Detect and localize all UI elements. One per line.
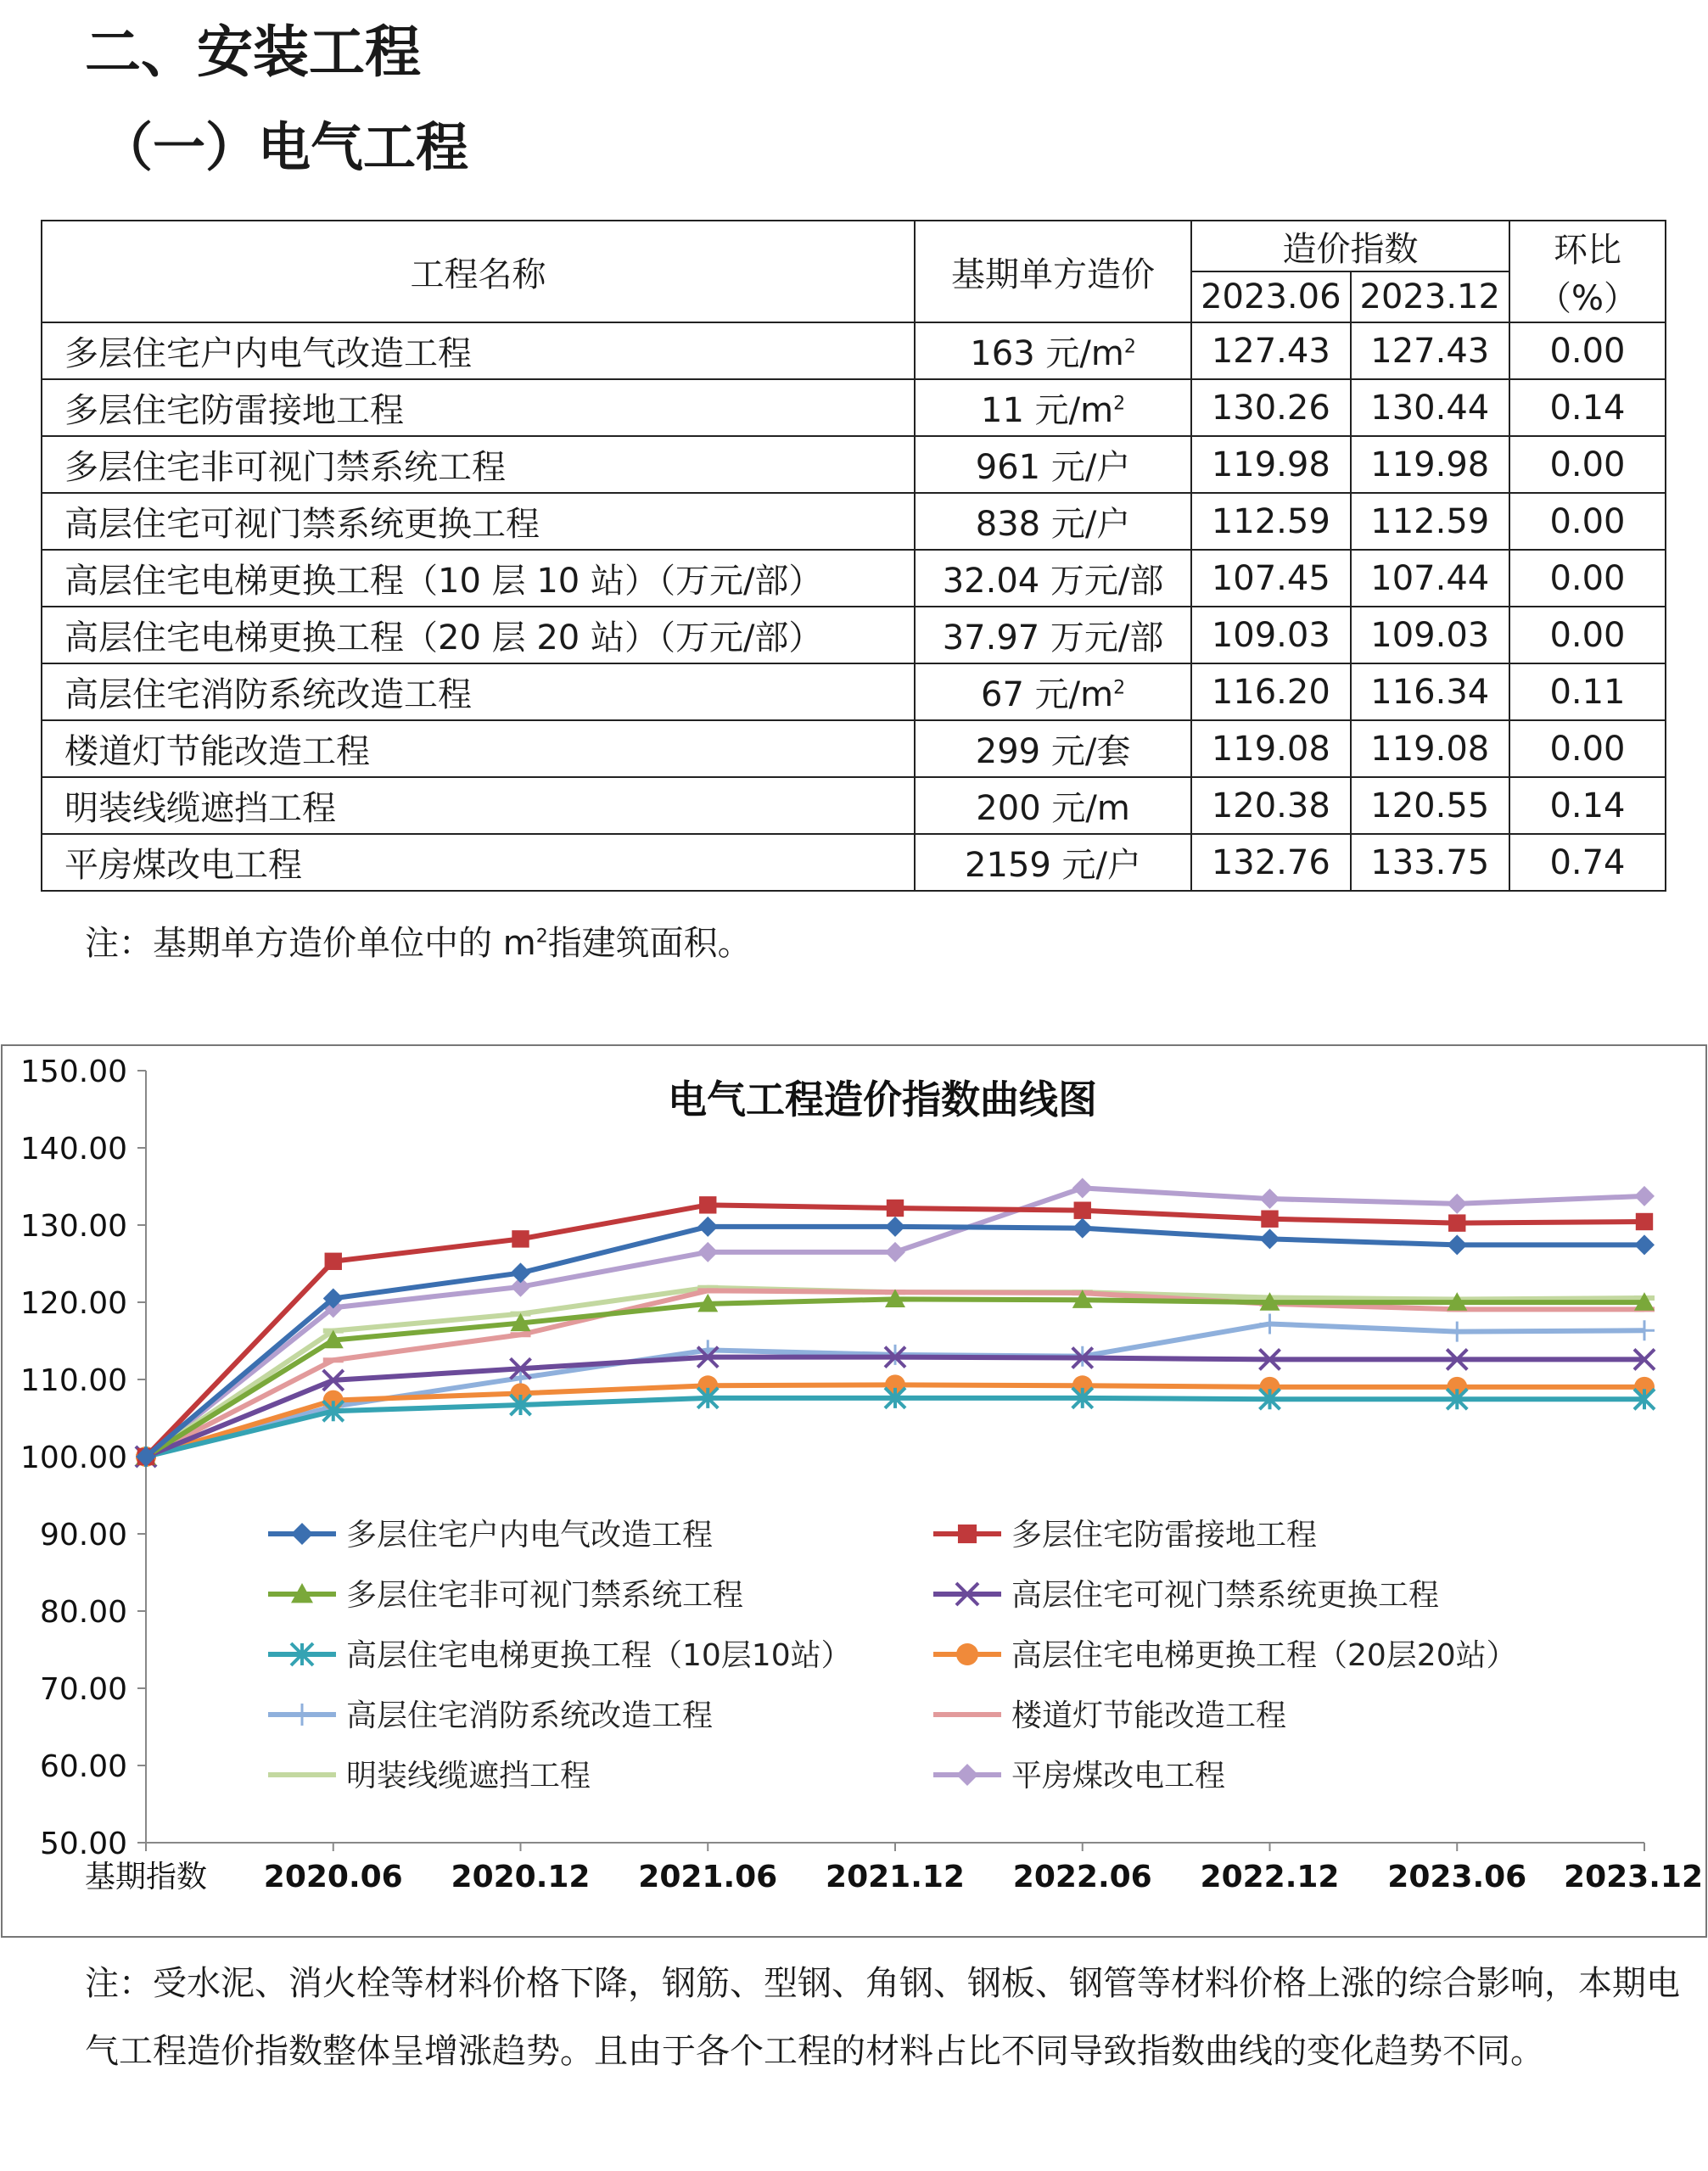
legend-label: 多层住宅非可视门禁系统工程 (346, 1578, 744, 1613)
y-tick-label: 120.00 (20, 1286, 127, 1321)
cell-base-cost (915, 834, 1191, 891)
section-heading: 二、安装工程 (85, 20, 421, 85)
cell-base-cost-sup: 2 (1123, 336, 1136, 358)
cell-index-period-1-text: 130.26 (1211, 388, 1330, 428)
x-tick-label: 2020.12 (451, 1860, 591, 1894)
x-tick-label: 2020.06 (263, 1860, 403, 1894)
cell-base-cost-text: 200 元/m (976, 789, 1130, 828)
cell-base-cost (915, 607, 1191, 663)
data-point (1448, 1214, 1465, 1231)
cell-index-period-2 (1351, 777, 1509, 834)
cell-index-period-2-text: 112.59 (1370, 501, 1490, 541)
y-tick-label: 50.00 (39, 1827, 127, 1861)
data-point (956, 1643, 978, 1665)
cell-base-cost-text: 11 元/m (981, 391, 1114, 430)
cost-index-table (41, 220, 1666, 892)
legend-label: 高层住宅电梯更换工程（20层20站） (1011, 1638, 1517, 1673)
cell-index-period-1 (1191, 550, 1350, 607)
cell-index-period-2-text: 120.55 (1370, 786, 1490, 825)
y-tick-label: 80.00 (39, 1595, 127, 1630)
unit-note-prefix: 注：基期单方造价单位中的 m (85, 924, 536, 963)
cell-mom (1509, 777, 1666, 834)
cell-project-name-text: 多层住宅防雷接地工程 (64, 391, 404, 430)
cell-mom (1509, 720, 1666, 777)
x-tick-label: 2023.06 (1387, 1860, 1527, 1894)
cell-index-period-2-text: 107.44 (1370, 558, 1490, 598)
cell-index-period-2 (1351, 834, 1509, 891)
cell-project-name (42, 550, 915, 607)
table-row (42, 322, 1666, 379)
cell-project-name (42, 834, 915, 891)
cell-mom-text: 0.74 (1549, 842, 1626, 882)
cell-project-name (42, 777, 915, 834)
table-row (42, 493, 1666, 550)
table-row (42, 834, 1666, 891)
table-body (42, 322, 1666, 891)
header-cost-index: 造价指数 (1191, 221, 1509, 271)
y-tick-label: 130.00 (20, 1209, 127, 1244)
x-tick-label: 基期指数 (84, 1860, 208, 1894)
y-tick-label: 70.00 (39, 1672, 127, 1707)
cell-index-period-1 (1191, 607, 1350, 663)
cell-base-cost-text: 961 元/户 (975, 448, 1131, 487)
cell-base-cost (915, 550, 1191, 607)
cell-project-name-text: 高层住宅消防系统改造工程 (64, 675, 472, 714)
cell-mom-text: 0.00 (1549, 729, 1626, 769)
header-period-2: 2023.12 (1351, 271, 1509, 322)
unit-note (85, 916, 752, 965)
data-point (1636, 1213, 1653, 1230)
cell-index-period-2-text: 119.98 (1370, 445, 1490, 484)
cell-project-name (42, 493, 915, 550)
cell-base-cost-text: 67 元/m (981, 675, 1114, 714)
cell-index-period-2 (1351, 493, 1509, 550)
y-tick-label: 90.00 (39, 1518, 127, 1553)
cell-index-period-2 (1351, 663, 1509, 720)
cell-project-name-text: 明装线缆遮挡工程 (64, 789, 336, 828)
cell-index-period-1-text: 119.08 (1211, 729, 1330, 769)
table-row (42, 550, 1666, 607)
cell-base-cost (915, 322, 1191, 379)
cell-project-name (42, 720, 915, 777)
data-point (325, 1253, 342, 1270)
legend-label: 明装线缆遮挡工程 (346, 1759, 591, 1793)
x-tick-label: 2022.12 (1200, 1860, 1340, 1894)
cell-mom (1509, 322, 1666, 379)
x-tick-label: 2022.06 (1012, 1860, 1152, 1894)
x-tick-label: 2023.12 (1564, 1860, 1703, 1894)
cell-base-cost (915, 436, 1191, 493)
cell-index-period-1-text: 127.43 (1211, 331, 1330, 371)
header-project-name: 工程名称 (42, 221, 915, 322)
cell-base-cost-sup: 2 (1113, 393, 1126, 415)
cell-index-period-1-text: 119.98 (1211, 445, 1330, 484)
cell-index-period-1 (1191, 379, 1350, 436)
cell-mom-text: 0.14 (1549, 786, 1626, 825)
cell-base-cost (915, 777, 1191, 834)
cell-base-cost-text: 163 元/m (970, 334, 1124, 373)
legend-label: 平房煤改电工程 (1011, 1759, 1226, 1793)
cell-mom-text: 0.00 (1549, 501, 1626, 541)
y-tick-label: 100.00 (20, 1441, 127, 1475)
cell-mom (1509, 834, 1666, 891)
legend-label: 多层住宅户内电气改造工程 (346, 1518, 714, 1553)
cell-project-name-text: 多层住宅非可视门禁系统工程 (64, 448, 506, 487)
cell-project-name (42, 436, 915, 493)
data-point (699, 1196, 716, 1213)
cell-project-name-text: 平房煤改电工程 (64, 846, 302, 885)
cell-mom (1509, 379, 1666, 436)
legend-item (933, 1638, 1517, 1673)
table-row (42, 607, 1666, 663)
header-mom (1509, 221, 1666, 322)
cell-index-period-2 (1351, 322, 1509, 379)
cell-index-period-2-text: 130.44 (1370, 388, 1490, 428)
cell-index-period-1 (1191, 777, 1350, 834)
cell-mom (1509, 663, 1666, 720)
cell-mom-text: 0.00 (1549, 558, 1626, 598)
cell-base-cost (915, 720, 1191, 777)
cell-base-cost (915, 663, 1191, 720)
legend-label: 高层住宅消防系统改造工程 (346, 1698, 714, 1733)
cell-project-name (42, 607, 915, 663)
table-row (42, 720, 1666, 777)
cell-index-period-1 (1191, 720, 1350, 777)
cell-base-cost-text: 37.97 万元/部 (942, 618, 1164, 657)
cell-index-period-1-text: 116.20 (1211, 672, 1330, 712)
table-row (42, 663, 1666, 720)
cell-index-period-1 (1191, 322, 1350, 379)
cell-index-period-2-text: 109.03 (1370, 615, 1490, 655)
cell-index-period-2 (1351, 720, 1509, 777)
table-row (42, 436, 1666, 493)
cell-mom-text: 0.14 (1549, 388, 1626, 428)
cell-mom-text: 0.00 (1549, 615, 1626, 655)
cell-base-cost-sup: 2 (1113, 677, 1126, 699)
cell-project-name-text: 高层住宅电梯更换工程（20 层 20 站）（万元/部） (64, 618, 823, 657)
header-base-cost: 基期单方造价 (915, 221, 1191, 322)
cell-base-cost-text: 2159 元/户 (965, 846, 1142, 885)
legend-label: 高层住宅可视门禁系统更换工程 (1011, 1578, 1440, 1613)
cell-mom (1509, 550, 1666, 607)
cell-project-name-text: 高层住宅可视门禁系统更换工程 (64, 505, 540, 544)
y-tick-label: 140.00 (20, 1132, 127, 1167)
x-tick-label: 2021.06 (638, 1860, 778, 1894)
cell-index-period-2 (1351, 379, 1509, 436)
cell-mom (1509, 436, 1666, 493)
legend-label: 多层住宅防雷接地工程 (1011, 1518, 1318, 1553)
header-mom-line1: 环比 (1553, 231, 1621, 270)
cell-index-period-2-text: 119.08 (1370, 729, 1490, 769)
cell-project-name-text: 楼道灯节能改造工程 (64, 732, 370, 771)
cell-index-period-2-text: 133.75 (1370, 842, 1490, 882)
cell-project-name (42, 322, 915, 379)
cell-base-cost-text: 32.04 万元/部 (942, 562, 1164, 601)
cell-base-cost (915, 493, 1191, 550)
cell-project-name (42, 663, 915, 720)
cell-index-period-1-text: 120.38 (1211, 786, 1330, 825)
y-tick-label: 110.00 (20, 1363, 127, 1398)
table-row (42, 379, 1666, 436)
cell-index-period-2 (1351, 436, 1509, 493)
cell-index-period-1 (1191, 663, 1350, 720)
legend-item (268, 1638, 852, 1673)
cell-mom-text: 0.00 (1549, 331, 1626, 371)
cell-index-period-1-text: 112.59 (1211, 501, 1330, 541)
data-point (1261, 1211, 1278, 1228)
cell-index-period-1-text: 107.45 (1211, 558, 1330, 598)
cell-index-period-2 (1351, 550, 1509, 607)
table-row (42, 777, 1666, 834)
chart-title: 电气工程造价指数曲线图 (668, 1077, 1097, 1122)
cell-project-name-text: 高层住宅电梯更换工程（10 层 10 站）（万元/部） (64, 562, 823, 601)
unit-note-sup: 2 (535, 926, 548, 948)
cell-index-period-2-text: 116.34 (1370, 672, 1490, 712)
header-period-1: 2023.06 (1191, 271, 1350, 322)
cell-index-period-1 (1191, 436, 1350, 493)
cell-base-cost-text: 299 元/套 (975, 732, 1131, 771)
unit-note-suffix: 指建筑面积。 (547, 924, 752, 963)
cell-project-name-text: 多层住宅户内电气改造工程 (64, 334, 472, 373)
trend-note: 注：受水泥、消火栓等材料价格下降，钢筋、型钢、角钢、钢板、钢管等材料价格上涨的综合影响，本期电气工程造价指数整体呈增涨趋势。且由于各个工程的材料占比不同导致指数曲线的变化趋势不同。 (85, 1964, 1680, 2071)
cell-index-period-2 (1351, 607, 1509, 663)
cell-index-period-1-text: 132.76 (1211, 842, 1330, 882)
cell-index-period-2-text: 127.43 (1370, 331, 1490, 371)
cell-index-period-1 (1191, 493, 1350, 550)
cell-mom (1509, 493, 1666, 550)
legend-label: 高层住宅电梯更换工程（10层10站） (346, 1638, 852, 1673)
cell-index-period-1-text: 109.03 (1211, 615, 1330, 655)
data-point (958, 1525, 977, 1543)
cell-mom-text: 0.11 (1549, 672, 1626, 712)
y-tick-label: 60.00 (39, 1749, 127, 1784)
cell-mom-text: 0.00 (1549, 445, 1626, 484)
legend-label: 楼道灯节能改造工程 (1011, 1698, 1287, 1733)
x-tick-label: 2021.12 (826, 1860, 965, 1894)
header-mom-line2: （%） (1537, 279, 1638, 318)
data-point (887, 1200, 904, 1217)
data-point (512, 1230, 529, 1247)
chart-frame (2, 1045, 1706, 1937)
cell-mom (1509, 607, 1666, 663)
cell-base-cost-text: 838 元/户 (975, 505, 1131, 544)
cell-base-cost (915, 379, 1191, 436)
subsection-heading: （一）电气工程 (100, 116, 469, 178)
cost-index-line-chart (0, 1044, 1708, 1939)
cell-project-name (42, 379, 915, 436)
data-point (1074, 1202, 1091, 1219)
y-tick-label: 150.00 (20, 1055, 127, 1089)
cell-index-period-1 (1191, 834, 1350, 891)
